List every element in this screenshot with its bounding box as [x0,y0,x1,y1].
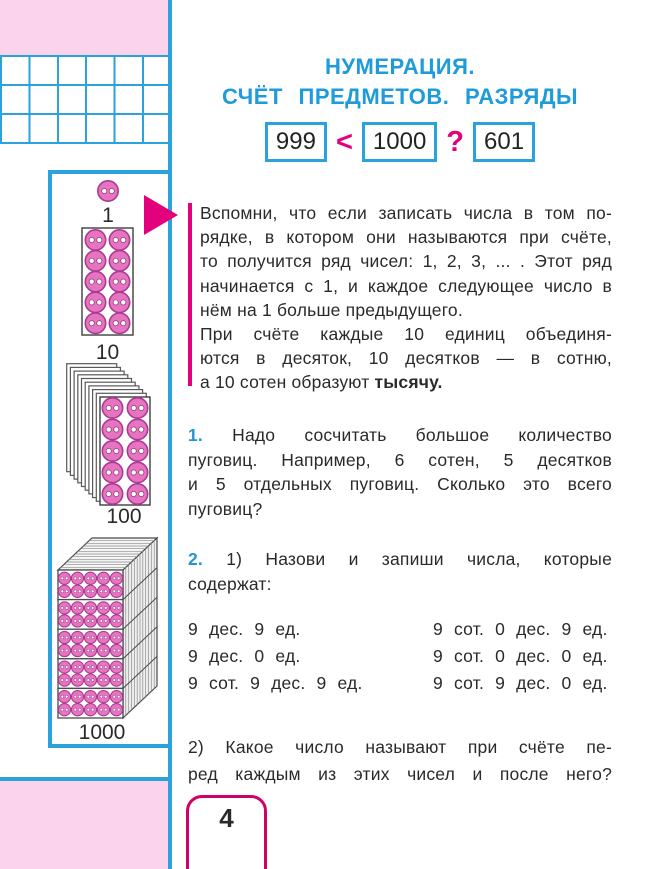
one-button-group [98,181,118,227]
exercise-1-line: пуговиц? [188,498,263,519]
pointer-triangle-icon [144,195,178,235]
table-cell: 9 сот. 0 дес. 9 ед. [433,619,608,639]
exercise-1-text: Надо сосчитать большое количество [232,425,612,445]
table-cell: 9 дес. 9 ед. [188,619,301,639]
squared-paper-grid [0,55,170,144]
intro-line-text: а 10 сотен образуют [200,372,370,393]
number-box-1000: 1000 [362,122,437,162]
intro-line: ются в десяток, 10 десятков — в сотню, [200,348,612,369]
table-cell: 9 сот. 0 дес. 0 ед. [433,646,608,666]
table-cell: 9 сот. 9 дес. 9 ед. [188,673,363,693]
table-row [188,670,612,697]
page-title-line1: НУМЕРАЦИЯ. [324,54,475,79]
label-hundred: 100 [106,505,142,528]
intro-paragraphs [200,201,612,395]
exercise-1-line: и 5 отдельных пуговиц. Сколько это всего [188,474,612,495]
top-left-pink-band [0,0,168,55]
table-row [188,616,612,643]
table-cell: 9 дес. 0 ед. [188,646,301,666]
page-title [188,52,612,112]
table-row [188,643,612,670]
question-mark-sign: ? [446,125,465,158]
exercise-2-text: 1) Назови и запиши числа, которые [226,549,612,569]
exercise-1 [188,423,612,521]
page-title-line2: СЧЁТ ПРЕДМЕТОВ. РАЗРЯДЫ [221,84,579,109]
exercise-2-part2-line: ред каждым из этих чисел и после него? [188,764,612,784]
comparison-row [188,119,612,165]
intro-line: При счёте каждые 10 единиц объединя- [200,324,612,345]
label-ten: 10 [95,341,120,364]
exercise-2-part2-line: 2) Какое число называют при счёте пе- [188,737,612,757]
counting-illustration [48,170,172,748]
thousand-block-group [58,538,157,744]
intro-line [200,370,612,394]
label-thousand: 1000 [78,721,126,744]
counting-illustration-box [48,170,172,748]
intro-line: рядке, в котором они называются при счёте, [200,227,612,248]
intro-line: Вспомни, что если записать числа в том по- [200,203,612,223]
exercise-2-line: содержат: [188,573,272,594]
exercise-2-line [188,547,612,572]
ten-card-group [82,228,133,364]
exercise-2-number: 2. [188,549,203,569]
exercise-2-part2 [188,734,612,788]
exercise-1-line: пуговиц. Например, 6 сотен, 5 десятков [188,449,612,470]
label-one: 1 [102,204,114,227]
less-than-sign: < [335,125,353,158]
page-number: 4 [219,803,234,833]
numbers-table [188,616,612,697]
exercise-1-line [188,423,612,448]
number-box-999: 999 [265,122,327,162]
bottom-left-pink-band [0,781,168,869]
exercise-2-intro [188,547,612,596]
hundred-pile-group [67,364,150,528]
intro-line: то получится ряд чисел: 1, 2, 3, ... . Этот ряд [200,251,612,272]
exercise-1-number: 1. [188,425,203,445]
keyword-thousand: тысячу. [374,372,443,393]
intro-line: начинается с 1, и каждое следующее число в [200,275,612,296]
intro-line: нём на 1 больше предыдущего. [200,299,463,320]
table-cell: 9 сот. 9 дес. 0 ед. [433,673,608,693]
number-box-601: 601 [473,122,535,162]
rule-divider [188,203,192,386]
page-number-box [186,795,267,869]
